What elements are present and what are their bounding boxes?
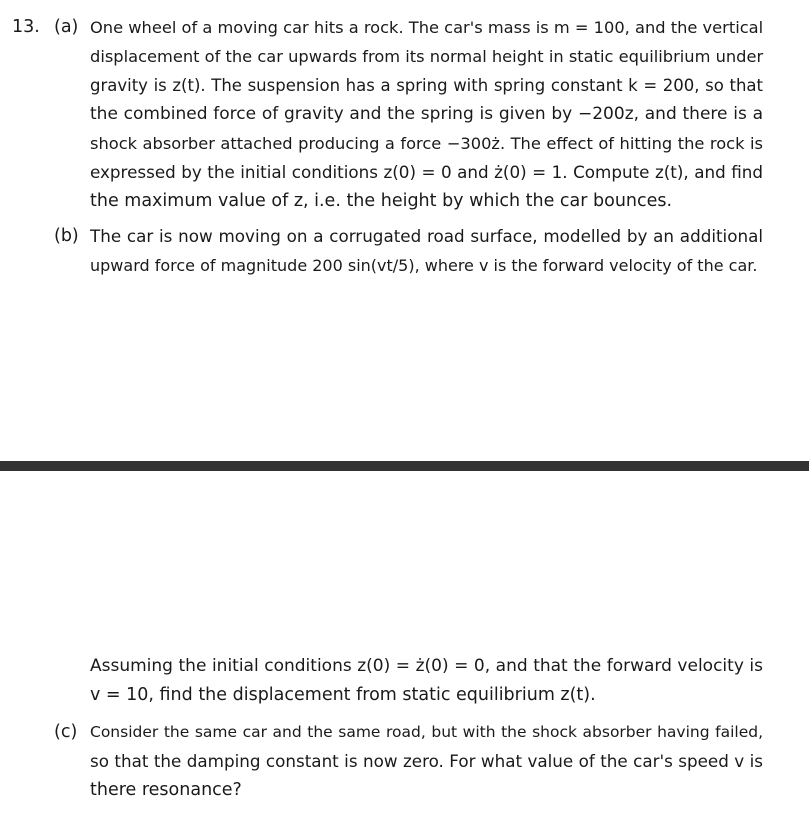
part-a-line-6: expressed by the initial conditions z(0) = 0 and ż(0) = 1. Compute z(t), and find: [90, 162, 763, 182]
part-c-label: (c): [54, 722, 78, 742]
part-c-line-2: so that the damping constant is now zero. For what value of the car's speed v is: [90, 751, 763, 771]
part-a-label: (a): [54, 17, 79, 37]
question-number: 13.: [12, 17, 40, 37]
part-b-label: (b): [54, 226, 79, 246]
part-c-line-1: Consider the same car and the same road, but with the shock absorber having failed,: [90, 723, 763, 741]
part-b-line-2: upward force of magnitude 200 sin(vt/5), where v is the forward velocity of the car.: [90, 256, 758, 275]
part-a-line-3: gravity is z(t). The suspension has a spring with spring constant k = 200, so that: [90, 76, 763, 95]
part-b-text: [90, 222, 763, 280]
part-a-line-2: displacement of the car upwards from its normal height in static equilibrium under: [90, 47, 764, 66]
part-a-line-1: One wheel of a moving car hits a rock. The car's mass is m = 100, and the vertical: [90, 18, 764, 37]
page-divider: [0, 461, 809, 471]
part-a-line-5: shock absorber attached producing a force −300ż. The effect of hitting the rock is: [90, 134, 763, 153]
part-a-text: [90, 13, 763, 216]
part-b-line-1: The car is now moving on a corrugated road surface, modelled by an additional: [90, 226, 763, 246]
part-b-cont-line-2: v = 10, find the displacement from static equilibrium z(t).: [90, 685, 596, 705]
part-b-continuation: [90, 652, 763, 710]
part-c-line-3: there resonance?: [90, 780, 242, 800]
part-a-line-7: the maximum value of z, i.e. the height by which the car bounces.: [90, 191, 673, 211]
part-b-cont-line-1: Assuming the initial conditions z(0) = ż(0) = 0, and that the forward velocity is: [90, 656, 763, 676]
part-c-text: [90, 718, 763, 805]
part-a-line-4: the combined force of gravity and the spring is given by −200z, and there is a: [90, 104, 763, 124]
